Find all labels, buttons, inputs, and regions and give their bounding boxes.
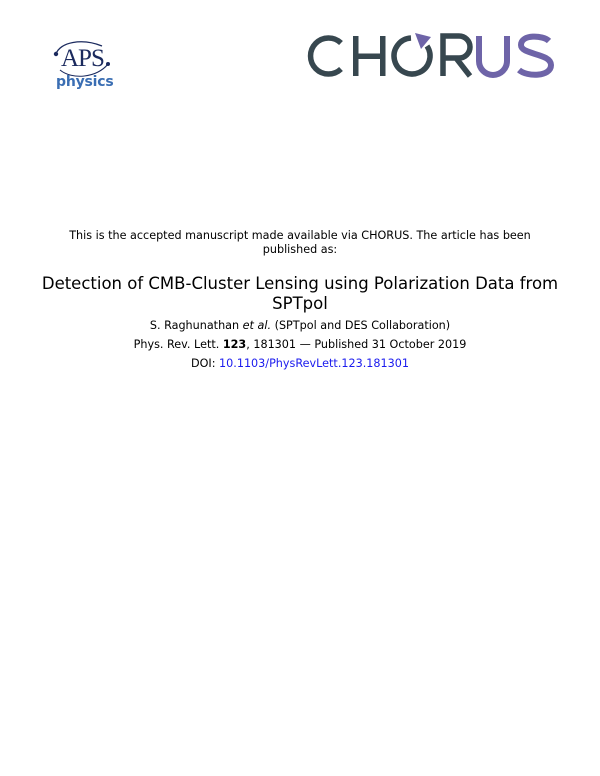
author-line [0, 319, 600, 333]
citation-details: , 181301 — Published 31 October 2019 [246, 338, 467, 351]
article-title: Detection of CMB-Cluster Lensing using Polarization Data from SPTpol [41, 274, 559, 313]
author-name: S. Raghunathan [149, 319, 240, 332]
et-al: et al. [242, 319, 272, 332]
chorus-wordmark-icon [307, 33, 557, 79]
chorus-notice: This is the accepted manuscript made available via CHORUS. The article has been published as: [69, 229, 531, 256]
journal-volume: 123 [222, 338, 247, 351]
aps-letters: APS [61, 45, 104, 72]
physics-wordmark: physics [56, 74, 114, 90]
journal-name: Phys. Rev. Lett. [133, 338, 220, 351]
doi-link[interactable]: 10.1103/PhysRevLett.123.181301 [219, 357, 409, 370]
chorus-logo [307, 33, 557, 79]
doi-label: DOI: [190, 357, 220, 370]
citation-line [0, 338, 600, 352]
aps-physics-logo [52, 40, 118, 96]
doi-line [0, 357, 600, 371]
collaboration: (SPTpol and DES Collaboration) [274, 319, 451, 332]
